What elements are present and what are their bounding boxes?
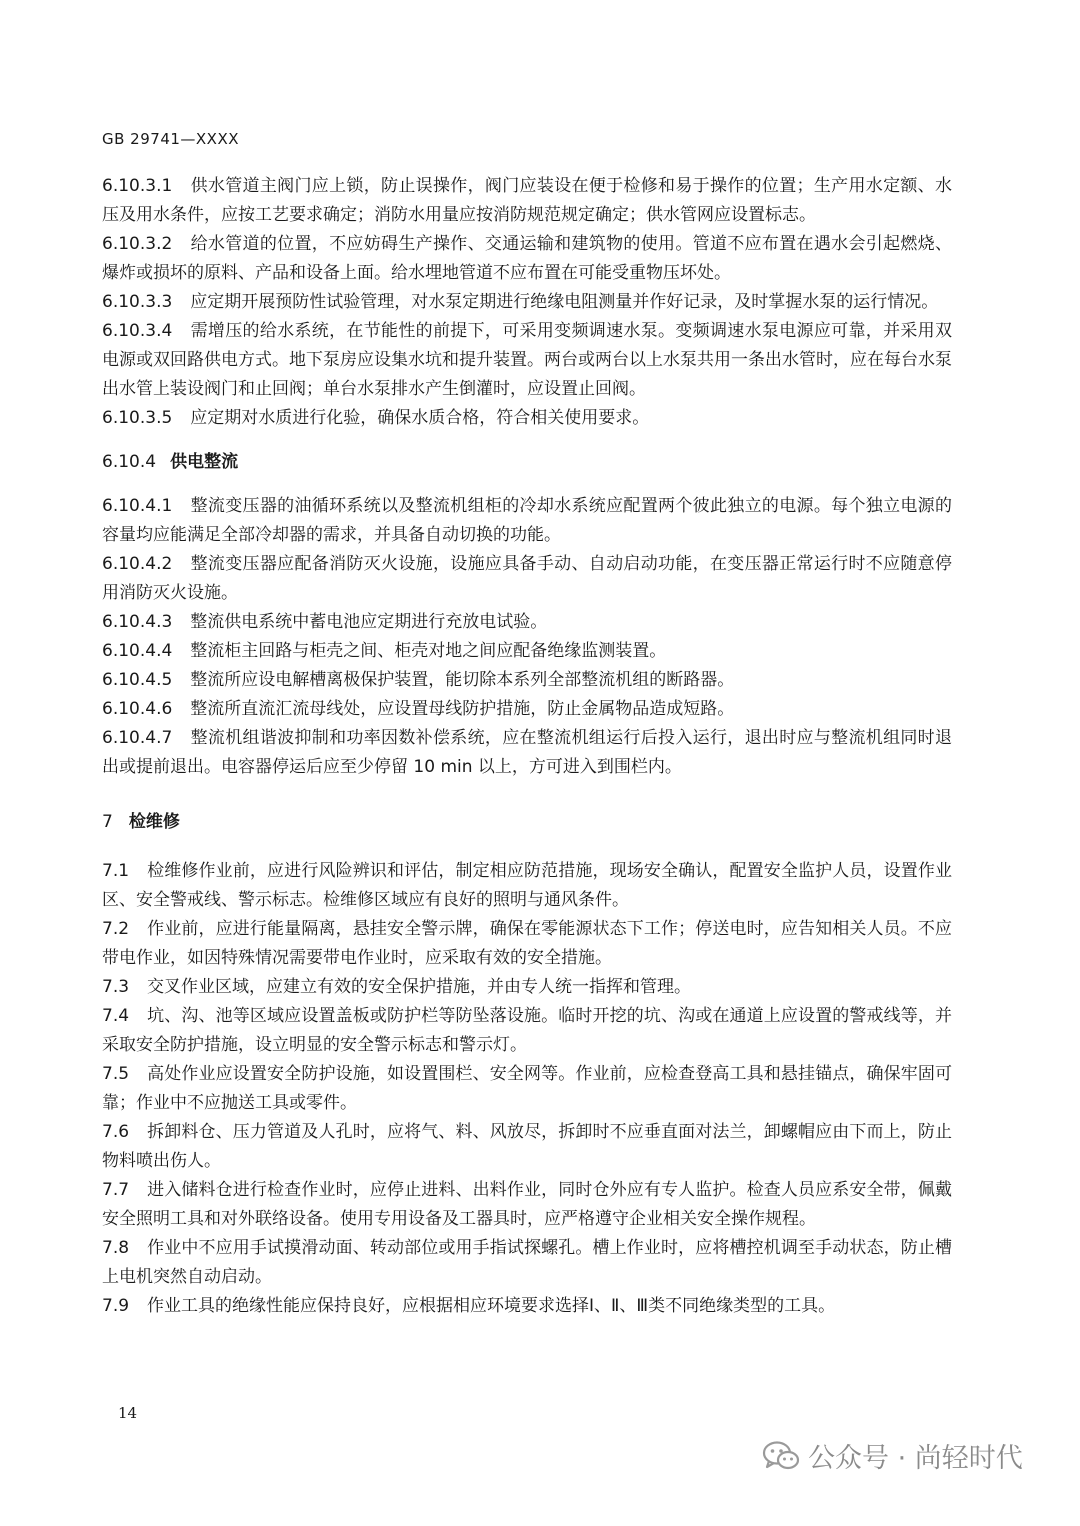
clause: [102, 1234, 952, 1292]
chapter-number: 7: [102, 812, 113, 832]
clause-text: 检维修作业前，应进行风险辨识和评估，制定相应防范措施，现场安全确认，配置安全监护人员，设置作业区、安全警戒线、警示标志。检维修区域应有良好的照明与通风条件。: [102, 861, 952, 910]
clause-number: 6.10.4.5: [102, 670, 173, 690]
clause: [102, 1292, 952, 1321]
clause-text: 整流变压器的油循环系统以及整流机组柜的冷却水系统应配置两个彼此独立的电源。每个独立电源的容量均应能满足全部冷却器的需求，并具备自动切换的功能。: [102, 496, 952, 545]
clause-text: 坑、沟、池等区域应设置盖板或防护栏等防坠落设施。临时开挖的坑、沟或在通道上应设置的警戒线等，并采取安全防护措施，设立明显的安全警示标志和警示灯。: [102, 1006, 952, 1055]
clause-text: 交叉作业区域，应建立有效的安全保护措施，并由专人统一指挥和管理。: [147, 977, 692, 997]
clause: [102, 1118, 952, 1176]
clause-text: 拆卸料仓、压力管道及人孔时，应将气、料、风放尽，拆卸时不应垂直面对法兰，卸螺帽应由下而上，防止物料喷出伤人。: [102, 1122, 952, 1171]
clause-number: 6.10.3.2: [102, 234, 173, 254]
clause-number: 6.10.4.4: [102, 641, 173, 661]
clause-text: 进入储料仓进行检查作业时，应停止进料、出料作业，同时仓外应有专人监护。检查人员应系安全带，佩戴安全照明工具和对外联络设备。使用专用设备及工器具时，应严格遵守企业相关安全操作规程。: [102, 1180, 952, 1229]
clause-number: 7.1: [102, 861, 130, 881]
clause-text: 作业前，应进行能量隔离，悬挂安全警示牌，确保在零能源状态下工作；停送电时，应告知相关人员。不应带电作业，如因特殊情况需要带电作业时，应采取有效的安全措施。: [102, 919, 952, 968]
clause-group-6-10-4: [102, 492, 952, 782]
chapter-title: 检维修: [128, 812, 180, 832]
clause-number: 6.10.3.4: [102, 321, 173, 341]
wechat-icon: [762, 1440, 800, 1472]
clause-number: 6.10.4.6: [102, 699, 173, 719]
clause-number: 7.5: [102, 1064, 130, 1084]
clause: [102, 550, 952, 608]
clause-number: 6.10.4.1: [102, 496, 173, 516]
clause-number: 7.8: [102, 1238, 130, 1258]
clause: [102, 857, 952, 915]
clause: [102, 1002, 952, 1060]
clause: [102, 1060, 952, 1118]
clause: [102, 172, 952, 230]
clause-text: 应定期对水质进行化验，确保水质合格，符合相关使用要求。: [190, 408, 650, 428]
watermark-text: 公众号 · 尚轻时代: [808, 1443, 1023, 1474]
clause-number: 7.9: [102, 1296, 130, 1316]
section-title: 供电整流: [170, 452, 239, 472]
clause: [102, 915, 952, 973]
clause-text: 整流柜主回路与柜壳之间、柜壳对地之间应配备绝缘监测装置。: [190, 641, 667, 661]
clause-text: 作业工具的绝缘性能应保持良好，应根据相应环境要求选择Ⅰ、Ⅱ、Ⅲ类不同绝缘类型的工具。: [147, 1296, 836, 1316]
clause-text: 整流变压器应配备消防灭火设施，设施应具备手动、自动启动功能，在变压器正常运行时不应随意停用消防灭火设施。: [102, 554, 952, 603]
clause-text: 整流供电系统中蓄电池应定期进行充放电试验。: [190, 612, 548, 632]
clause: [102, 288, 952, 317]
clause: [102, 973, 952, 1002]
clause-number: 7.7: [102, 1180, 130, 1200]
clause-group-7: [102, 857, 952, 1321]
clause-text: 给水管道的位置，不应妨碍生产操作、交通运输和建筑物的使用。管道不应布置在遇水会引起燃烧、爆炸或损坏的原料、产品和设备上面。给水埋地管道不应布置在可能受重物压坏处。: [102, 234, 952, 283]
clause-number: 6.10.4.7: [102, 728, 173, 748]
clause-text: 作业中不应用手试摸滑动面、转动部位或用手指试探螺孔。槽上作业时，应将槽控机调至手动状态，防止槽上电机突然自动启动。: [102, 1238, 952, 1287]
clause: [102, 666, 952, 695]
clause: [102, 404, 952, 433]
clause: [102, 608, 952, 637]
document-id: GB 29741—XXXX: [102, 130, 240, 148]
page-number: 14: [118, 1404, 138, 1422]
clause: [102, 230, 952, 288]
clause-text: 应定期开展预防性试验管理，对水泵定期进行绝缘电阻测量并作好记录，及时掌握水泵的运行情况。: [190, 292, 939, 312]
clause-text: 整流所直流汇流母线处，应设置母线防护措施，防止金属物品造成短路。: [190, 699, 735, 719]
clause: [102, 724, 952, 782]
chapter-heading-7: [102, 808, 952, 837]
clause-number: 6.10.4.3: [102, 612, 173, 632]
clause-number: 7.3: [102, 977, 130, 997]
clause-number: 6.10.4.2: [102, 554, 173, 574]
clause-text: 整流机组谐波抑制和功率因数补偿系统，应在整流机组运行后投入运行，退出时应与整流机组同时退出或提前退出。电容器停运后应至少停留 10 min 以上，方可进入到围栏内。: [102, 728, 952, 777]
section-heading-6-10-4: [102, 448, 952, 477]
clause-text: 供水管道主阀门应上锁，防止误操作，阀门应装设在便于检修和易于操作的位置；生产用水定额、水压及用水条件，应按工艺要求确定；消防水用量应按消防规范规定确定；供水管网应设置标志。: [102, 176, 952, 225]
clause: [102, 637, 952, 666]
clause: [102, 695, 952, 724]
clause-number: 6.10.3.5: [102, 408, 173, 428]
clause-text: 需增压的给水系统，在节能性的前提下，可采用变频调速水泵。变频调速水泵电源应可靠，并采用双电源或双回路供电方式。地下泵房应设集水坑和提升装置。两台或两台以上水泵共用一条出水管时，应在每台水泵出水管上装设阀门和止回阀；单台水泵排水产生倒灌时，应设置止回阀。: [102, 321, 952, 399]
section-number: 6.10.4: [102, 452, 157, 472]
watermark: [762, 1436, 1023, 1475]
clause-text: 整流所应设电解槽离极保护装置，能切除本系列全部整流机组的断路器。: [190, 670, 735, 690]
clause-number: 6.10.3.1: [102, 176, 173, 196]
clause-number: 6.10.3.3: [102, 292, 173, 312]
clause-text: 高处作业应设置安全防护设施，如设置围栏、安全网等。作业前，应检查登高工具和悬挂锚点，确保牢固可靠；作业中不应抛送工具或零件。: [102, 1064, 952, 1113]
clause-group-6-10-3: [102, 172, 952, 433]
clause-number: 7.4: [102, 1006, 130, 1026]
clause: [102, 1176, 952, 1234]
clause-number: 7.6: [102, 1122, 130, 1142]
clause: [102, 492, 952, 550]
clause: [102, 317, 952, 404]
clause-number: 7.2: [102, 919, 130, 939]
document-body: [102, 172, 952, 1321]
